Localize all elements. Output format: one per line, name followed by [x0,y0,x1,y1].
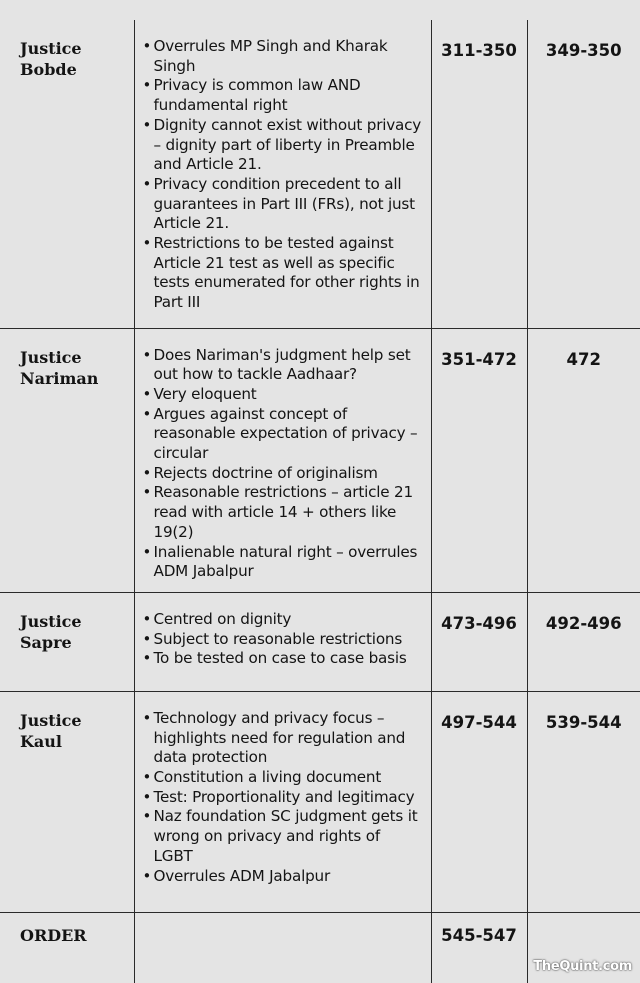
key-points-list [144,37,423,313]
judge-surname: Sapre [20,632,134,653]
list-item: • To be tested on case to case basis [144,649,423,669]
list-item: • Argues against concept of reasonable expectation of privacy – circular [144,405,423,464]
list-item: • Privacy is common law AND fundamental right [144,76,423,115]
key-points-list [144,709,423,886]
page-range-cell [431,691,527,912]
table-row-bobde [0,20,640,328]
order-label: ORDER [20,925,134,946]
judge-title: Justice [20,347,134,368]
summary-page-range: 349-350 [528,20,640,62]
key-points-cell [134,592,431,691]
list-item: • Subject to reasonable restrictions [144,630,423,650]
judge-name-cell [0,691,134,912]
page-range-cell [431,592,527,691]
judge-name-cell [0,20,134,328]
judge-title: Justice [20,38,134,59]
table-row-kaul [0,691,640,912]
page-range: 311-350 [432,20,527,62]
key-points-cell [134,20,431,328]
judge-surname: Kaul [20,731,134,752]
judgment-table [0,20,640,983]
page-range: 545-547 [432,913,527,947]
page-range-cell [431,328,527,592]
list-item: • Very eloquent [144,385,423,405]
judge-title: Justice [20,611,134,632]
list-item: • Restrictions to be tested against Article 21 test as well as specific tests enumerated for other rights in Part III [144,234,423,313]
judge-name-cell [0,328,134,592]
list-item: • Inalienable natural right – overrules ADM Jabalpur [144,543,423,582]
list-item: • Reasonable restrictions – article 21 read with article 14 + others like 19(2) [144,483,423,542]
page-range-cell [431,20,527,328]
summary-page-range: 539-544 [528,692,640,734]
judge-name-cell [0,592,134,691]
list-item: • Rejects doctrine of originalism [144,464,423,484]
summary-page-cell [527,20,640,328]
judge-surname: Nariman [20,368,134,389]
key-points-list [144,346,423,582]
table-row-nariman [0,328,640,592]
table-row-sapre [0,592,640,691]
page-range: 351-472 [432,329,527,371]
list-item: • Naz foundation SC judgment gets it wrong on privacy and rights of LGBT [144,807,423,866]
summary-page-cell [527,691,640,912]
key-points-list [144,610,423,669]
key-points-cell [134,691,431,912]
summary-page-range: 472 [528,329,640,371]
list-item: • Test: Proportionality and legitimacy [144,788,423,808]
page-range: 473-496 [432,593,527,635]
list-item: • Centred on dignity [144,610,423,630]
list-item: • Constitution a living document [144,768,423,788]
page-range: 497-544 [432,692,527,734]
key-points-cell [134,912,431,983]
judge-title: Justice [20,710,134,731]
list-item: • Overrules MP Singh and Kharak Singh [144,37,423,76]
page-range-cell [431,912,527,983]
summary-page-range: 492-496 [528,593,640,635]
list-item: • Technology and privacy focus – highlights need for regulation and data protection [144,709,423,768]
judge-surname: Bobde [20,59,134,80]
list-item: • Privacy condition precedent to all guarantees in Part III (FRs), not just Article 21. [144,175,423,234]
key-points-cell [134,328,431,592]
watermark-logo: TheQuint.com [533,959,632,974]
order-label-cell [0,912,134,983]
list-item: • Does Nariman's judgment help set out how to tackle Aadhaar? [144,346,423,385]
summary-page-cell [527,592,640,691]
summary-page-cell [527,328,640,592]
list-item: • Dignity cannot exist without privacy – dignity part of liberty in Preamble and Article 21. [144,116,423,175]
list-item: • Overrules ADM Jabalpur [144,867,423,887]
